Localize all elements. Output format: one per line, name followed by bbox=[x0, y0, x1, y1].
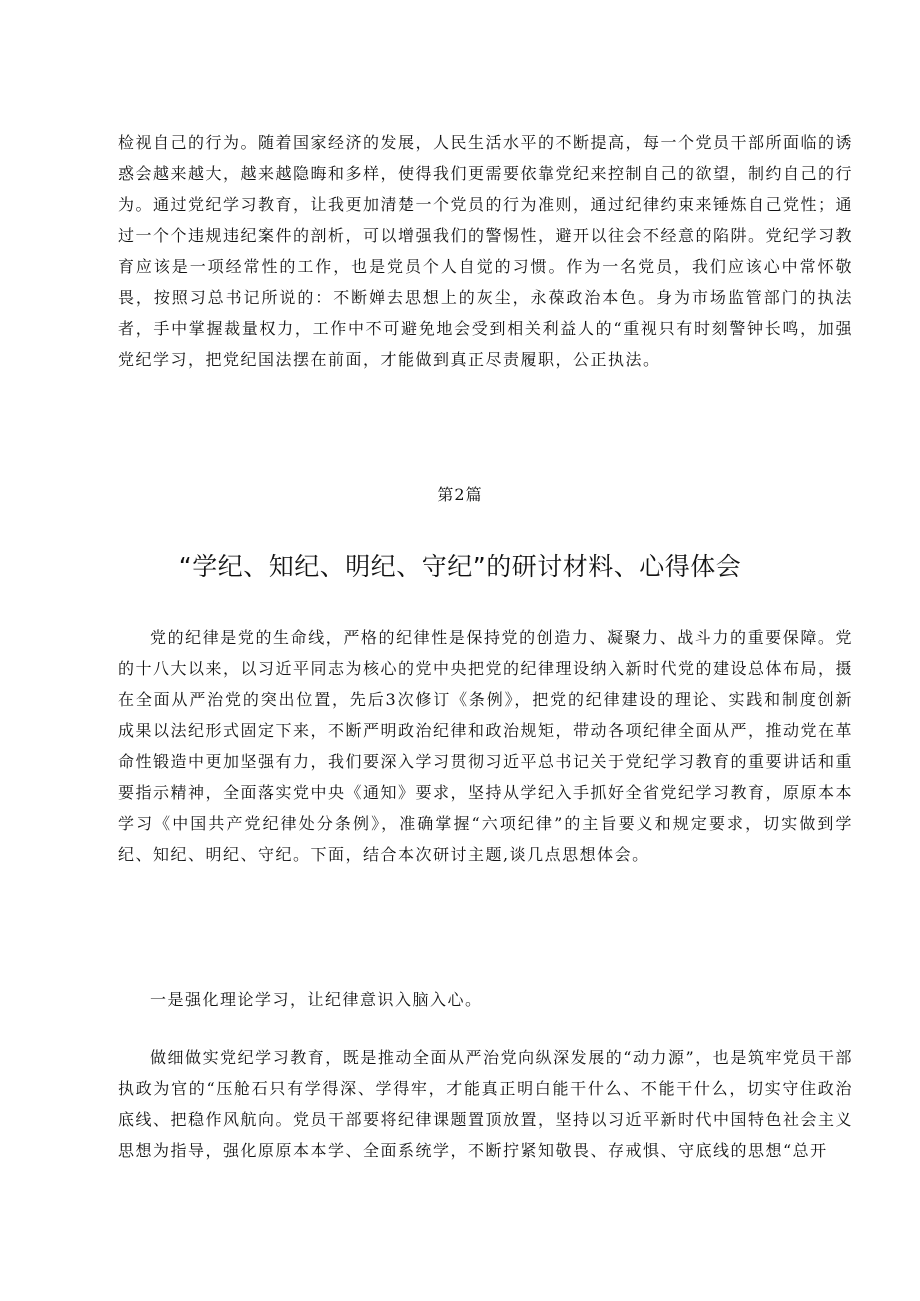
article-title: “学纪、知纪、明纪、守纪”的研讨材料、心得体会 bbox=[178, 552, 742, 581]
paragraph-4: 做细做实党纪学习教育，既是推动全面从严治党向纵深发展的“动力源”，也是筑牢党员干部执政为官的“压舱石只有学得深、学得牢，才能真正明白能干什么、不能干什么，切实守住政治底线、把稳作风航向。党员干部要将纪律课题置顶放置，坚持以习近平新时代中国特色社会主义思想为指导，强化原原本本学、全面系统学，不断拧紧知敬畏、存戒惧、守底线的思想“总开 bbox=[118, 1048, 854, 1160]
section-label: 第2篇 bbox=[437, 485, 483, 504]
paragraph-1: 检视自己的行为。随着国家经济的发展，人民生活水平的不断提高，每一个党员干部所面临的诱惑会越来越大，越来越隐晦和多样，使得我们更需要依靠党纪来控制自己的欲望，制约自己的行为。通过党纪学习教育，让我更加清楚一个党员的行为准则，通过纪律约束来锤炼自己党性；通过一个个违规违纪案件的剖析，可以增强我们的警惕性，避开以往会不经意的陷阱。党纪学习教育应该是一项经常性的工作，也是党员个人自觉的习惯。作为一名党员，我们应该心中常怀敬畏，按照习总书记所说的：不断婵去思想上的灰尘，永葆政治本色。身为市场监管部门的执法者，手中掌握裁量权力，工作中不可避免地会受到相关利益人的“重视只有时刻警钟长鸣，加强党纪学习，把党纪国法摆在前面，才能做到真正尽责履职，公正执法。 bbox=[118, 133, 854, 369]
paragraph-2: 党的纪律是党的生命线，严格的纪律性是保持党的创造力、凝聚力、战斗力的重要保障。党的十八大以来，以习近平同志为核心的党中央把党的纪律理设纳入新时代党的建设总体布局，摄在全面从严治党的突出位置，先后3次修订《条例》，把党的纪律建设的理论、实践和制度创新成果以法纪形式固定下来，不断严明政治纪律和政治规矩，带动各项纪律全面从严，推动党在革命性锻造中更加坚强有力，我们要深入学习贯彻习近平总书记关于党纪学习教育的重要讲话和重要指示精神，全面落实党中央《通知》要求，坚持从学纪入手抓好全省党纪学习教育，原原本本学习《中国共产党纪律处分条例》，准确掌握“六项纪律”的主旨要义和规定要求，切实做到学纪、知纪、明纪、守纪。下面，结合本次研讨主题,谈几点思想体会。 bbox=[118, 628, 854, 864]
paragraph-3: 一是强化理论学习，让纪律意识入脑入心。 bbox=[150, 990, 483, 1009]
